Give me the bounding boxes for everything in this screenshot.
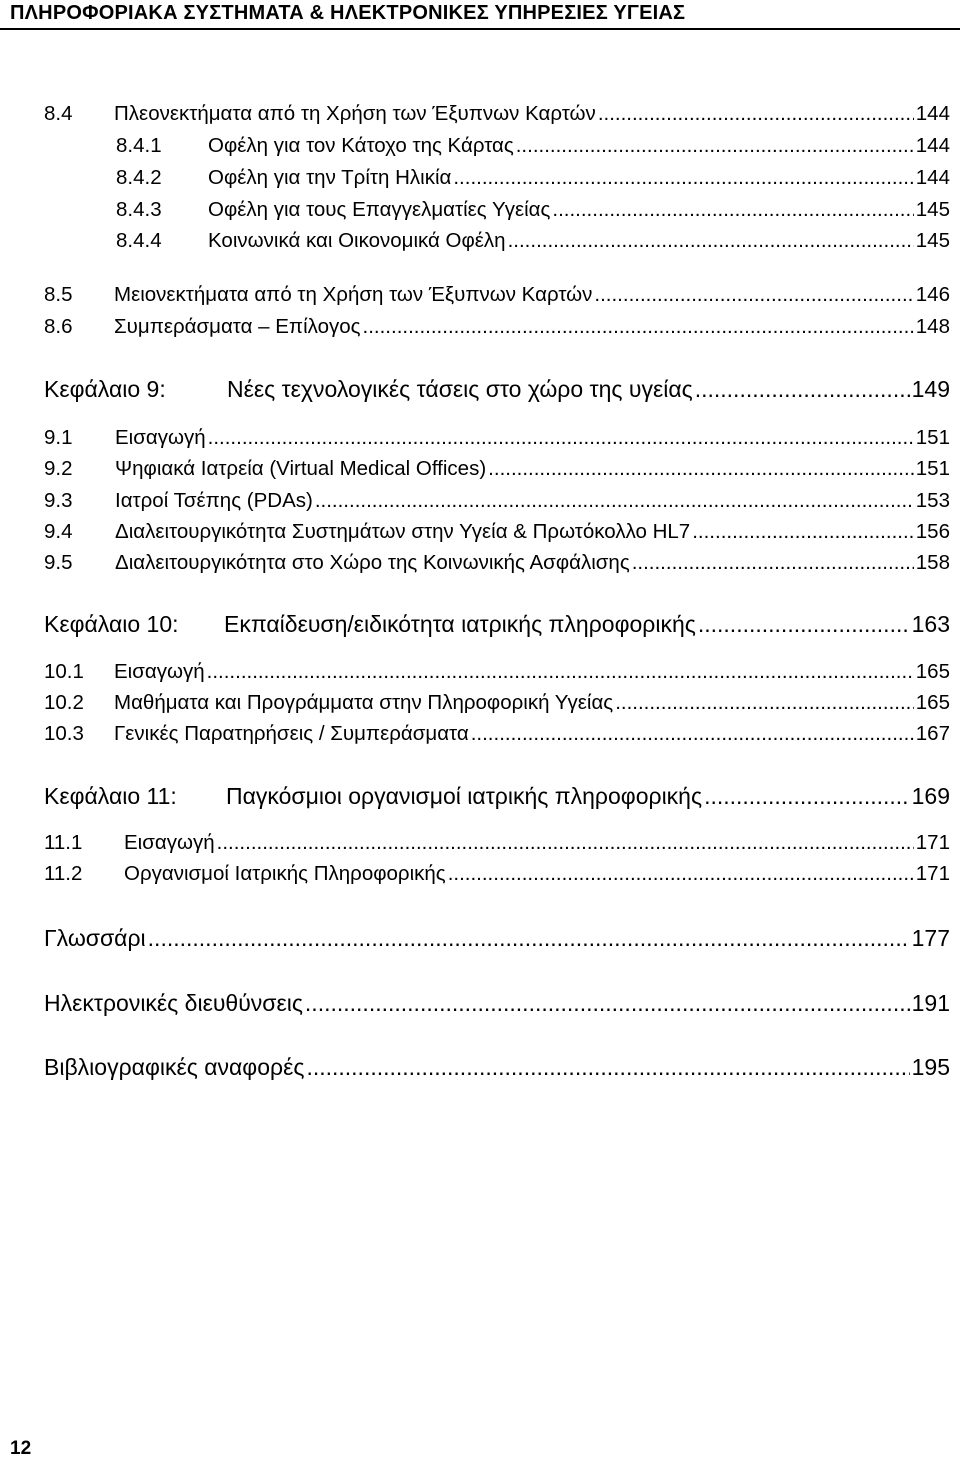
toc-chapter-title: Παγκόσμιοι οργανισμοί ιατρικής πληροφορικής — [226, 783, 703, 809]
dot-leader — [306, 1054, 909, 1081]
toc-chapter-9[interactable] — [44, 376, 950, 403]
toc-entry-11-2[interactable] — [44, 862, 950, 886]
dot-leader — [208, 426, 914, 450]
toc-entry-number: 8.4.3 — [116, 198, 162, 221]
toc-chapter-page: 169 — [911, 783, 950, 809]
toc-entry-title: Κοινωνικά και Οικονομικά Οφέλη — [208, 229, 506, 252]
toc-entry-page: 171 — [915, 862, 950, 885]
toc-chapter-10[interactable] — [44, 611, 950, 638]
dot-leader — [148, 925, 910, 952]
dot-leader — [516, 134, 914, 158]
toc-chapter-11[interactable] — [44, 783, 950, 810]
toc-chapter-number: Κεφάλαιο 9: — [44, 376, 166, 402]
toc-chapter-page: 149 — [911, 376, 950, 402]
toc-entry-8-4-2[interactable] — [116, 166, 950, 190]
toc-entry-title: Γενικές Παρατηρήσεις / Συμπεράσματα — [114, 722, 469, 745]
dot-leader — [698, 611, 910, 638]
dot-leader — [508, 229, 914, 253]
toc-entry-title: Εισαγωγή — [114, 660, 205, 683]
running-header-title: ΠΛΗΡΟΦΟΡΙΑΚΑ ΣΥΣΤΗΜΑΤΑ & ΗΛΕΚΤΡΟΝΙΚΕΣ ΥΠΗΡΕΣΙΕΣ ΥΓΕΙΑΣ — [10, 2, 686, 24]
toc-entry-number: 9.1 — [44, 426, 73, 449]
toc-bibliography-title: Βιβλιογραφικές αναφορές — [44, 1054, 305, 1080]
toc-entry-11-1[interactable] — [44, 831, 950, 855]
dot-leader — [488, 457, 914, 481]
toc-entry-number: 9.2 — [44, 457, 73, 480]
dot-leader — [594, 283, 913, 307]
toc-entry-8-6[interactable] — [44, 315, 950, 339]
toc-entry-number: 8.5 — [44, 283, 73, 306]
toc-entry-number: 8.4.1 — [116, 134, 162, 157]
dot-leader — [695, 376, 910, 403]
toc-entry-number: 8.4.2 — [116, 166, 162, 189]
toc-entry-number: 8.4.4 — [116, 229, 162, 252]
toc-entry-page: 171 — [915, 831, 950, 854]
dot-leader — [692, 520, 914, 544]
toc-entry-title: Εισαγωγή — [124, 831, 215, 854]
toc-entry-number: 11.1 — [44, 831, 83, 854]
toc-entry-page: 148 — [915, 315, 950, 338]
toc-entry-title: Οφέλη για την Τρίτη Ηλικία — [208, 166, 452, 189]
dot-leader — [315, 489, 914, 513]
toc-entry-10-3[interactable] — [44, 722, 950, 746]
toc-chapter-page: 163 — [911, 611, 950, 637]
toc-entry-number: 10.2 — [44, 691, 84, 714]
toc-chapter-number: Κεφάλαιο 10: — [44, 611, 179, 637]
dot-leader — [448, 862, 914, 886]
toc-entry-page: 153 — [915, 489, 950, 512]
dot-leader — [598, 102, 914, 126]
toc-chapter-number: Κεφάλαιο 11: — [44, 783, 177, 809]
toc-entry-page: 165 — [915, 691, 950, 714]
toc-chapter-title: Νέες τεχνολογικές τάσεις στο χώρο της υγείας — [227, 376, 693, 402]
toc-entry-number: 8.4 — [44, 102, 73, 125]
page-number: 12 — [10, 1438, 32, 1459]
toc-entry-9-3[interactable] — [44, 489, 950, 513]
toc-entry-8-4-1[interactable] — [116, 134, 950, 158]
toc-entry-8-4[interactable] — [44, 102, 950, 126]
toc-glossary-page: 177 — [911, 925, 950, 951]
toc-entry-page: 144 — [915, 102, 950, 125]
toc-entry-title: Οργανισμοί Ιατρικής Πληροφορικής — [124, 862, 446, 885]
dot-leader — [615, 691, 914, 715]
toc-entry-page: 165 — [915, 660, 950, 683]
dot-leader — [471, 722, 914, 746]
toc-bibliography[interactable] — [44, 1054, 950, 1081]
toc-entry-number: 9.5 — [44, 551, 73, 574]
toc-entry-9-2[interactable] — [44, 457, 950, 481]
toc-entry-page: 146 — [915, 283, 950, 306]
dot-leader — [632, 551, 914, 575]
dot-leader — [552, 198, 913, 222]
toc-entry-10-1[interactable] — [44, 660, 950, 684]
toc-entry-title: Μειονεκτήματα από τη Χρήση των Έξυπνων Καρτών — [114, 283, 593, 306]
toc-entry-page: 167 — [915, 722, 950, 745]
toc-entry-number: 9.4 — [44, 520, 73, 543]
toc-entry-title: Ιατροί Τσέπης (PDAs) — [115, 489, 313, 512]
dot-leader — [453, 166, 913, 190]
toc-entry-title: Συμπεράσματα – Επίλογος — [114, 315, 361, 338]
toc-web-links-title: Ηλεκτρονικές διευθύνσεις — [44, 990, 303, 1016]
toc-entry-number: 9.3 — [44, 489, 73, 512]
toc-bibliography-page: 195 — [911, 1054, 950, 1080]
dot-leader — [207, 660, 914, 684]
toc-entry-title: Οφέλη για τους Επαγγελματίες Υγείας — [208, 198, 551, 221]
toc-entry-8-4-3[interactable] — [116, 198, 950, 222]
toc-entry-number: 10.1 — [44, 660, 84, 683]
toc-entry-8-5[interactable] — [44, 283, 950, 307]
dot-leader — [704, 783, 910, 810]
toc-glossary-title: Γλωσσάρι — [44, 925, 146, 951]
toc-entry-page: 145 — [915, 229, 950, 252]
toc-entry-page: 145 — [915, 198, 950, 221]
toc-web-links[interactable] — [44, 990, 950, 1017]
toc-entry-page: 158 — [915, 551, 950, 574]
toc-entry-number: 11.2 — [44, 862, 83, 885]
toc-entry-page: 151 — [915, 426, 950, 449]
toc-entry-page: 144 — [915, 134, 950, 157]
running-header — [0, 0, 960, 30]
toc-entry-title: Μαθήματα και Προγράμματα στην Πληροφορική Υγείας — [114, 691, 614, 714]
toc-entry-title: Πλεονεκτήματα από τη Χρήση των Έξυπνων Καρτών — [114, 102, 596, 125]
dot-leader — [305, 990, 910, 1017]
toc-entry-9-4[interactable] — [44, 520, 950, 544]
toc-entry-page: 144 — [915, 166, 950, 189]
toc-entry-title: Οφέλη για τον Κάτοχο της Κάρτας — [208, 134, 514, 157]
toc-entry-9-5[interactable] — [44, 551, 950, 575]
toc-entry-page: 151 — [915, 457, 950, 480]
toc-entry-9-1[interactable] — [44, 426, 950, 450]
dot-leader — [363, 315, 914, 339]
toc-entry-8-4-4[interactable] — [116, 229, 950, 253]
toc-entry-number: 8.6 — [44, 315, 73, 338]
toc-entry-title: Διαλειτουργικότητα Συστημάτων στην Υγεία & Πρωτόκολλο HL7 — [115, 520, 691, 543]
toc-entry-title: Εισαγωγή — [115, 426, 206, 449]
toc-entry-page: 156 — [915, 520, 950, 543]
toc-web-links-page: 191 — [911, 990, 950, 1016]
toc-chapter-title: Εκπαίδευση/ειδικότητα ιατρικής πληροφορικής — [224, 611, 696, 637]
toc-entry-title: Διαλειτουργικότητα στο Χώρο της Κοινωνικής Ασφάλισης — [115, 551, 630, 574]
toc-entry-title: Ψηφιακά Ιατρεία (Virtual Medical Offices) — [115, 457, 487, 480]
toc-glossary[interactable] — [44, 925, 950, 952]
toc-entry-10-2[interactable] — [44, 691, 950, 715]
toc-entry-number: 10.3 — [44, 722, 84, 745]
dot-leader — [217, 831, 914, 855]
